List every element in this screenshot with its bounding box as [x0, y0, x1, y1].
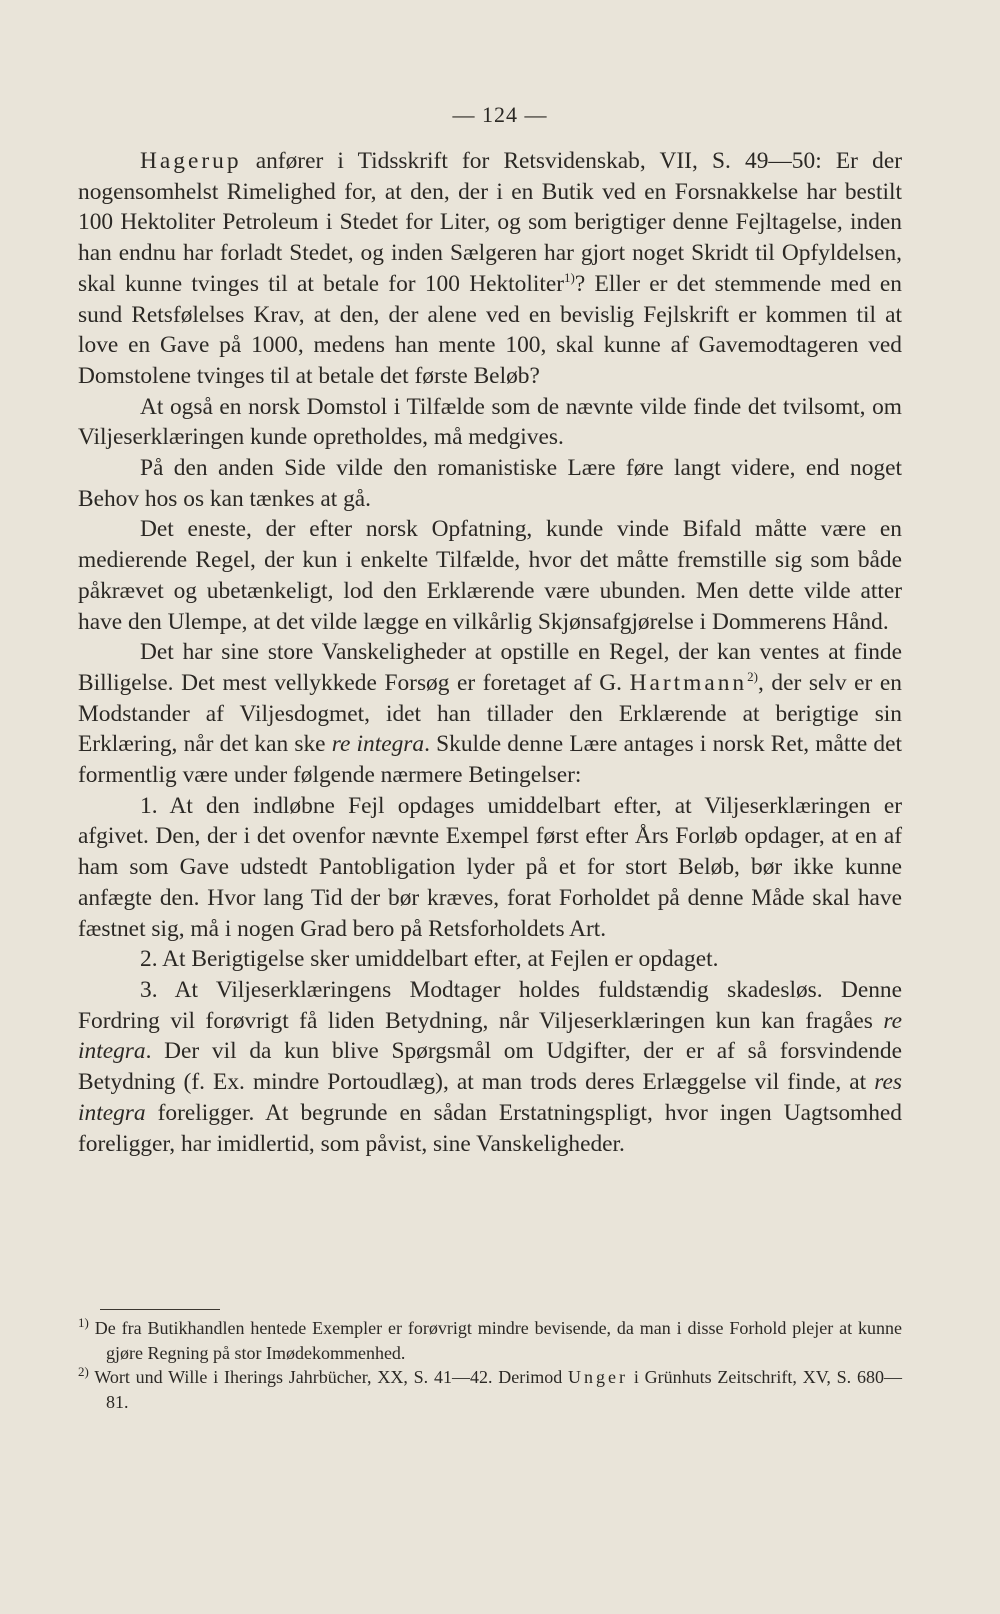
footnote-divider: [100, 1309, 220, 1310]
footnote-marker: 1): [564, 270, 575, 286]
footnote-1: [78, 1316, 902, 1365]
condition-3: [78, 975, 902, 1159]
paragraph-5: [78, 637, 902, 791]
paragraph-2: At også en norsk Domstol i Tilfælde som de nævnte vilde finde det tvilsomt, om Viljeserklæringen kunde opretholdes, må medgives.: [78, 393, 902, 451]
paragraph-4: Det eneste, der efter norsk Opfatning, kunde vinde Bifald måtte være en medierende Regel, der kun i enkelte Tilfælde, hvor det måtte fremstille sig som både påkrævet og ubetænkeligt, lod den Erklærende være ubunden. Men dette vilde atter have den Ulempe, at det vilde lægge en vilkårlig Skjønsafgjørelse i Dommerens Hånd.: [78, 516, 902, 635]
paragraph-text: 3. At Viljeserklæringens Modtager holdes fuldstændig skadesløs. Denne Fordring vil forøvrigt få liden Betydning, når Viljeserklæringen kun kan fragåes: [78, 976, 902, 1034]
paragraph-1: [78, 146, 902, 392]
paragraph-text: , der selv er en Modstander af Viljesdogmet, idet han tillader den Erklærende at berigtige sin Erklæring, når det kan ske: [78, 669, 902, 758]
footnote-2: [78, 1365, 902, 1414]
latin-term: res integra: [78, 1069, 902, 1126]
paragraph-text: ? Eller er det stemmende med en sund Retsfølelses Krav, at den, der alene ved en bevislig Fejlskrift er kommen til at love en Gave på 1000, medens han mente 100, skal kunne af Gavemodtageren ved Domstolene tvinges til at betale det første Beløb?: [78, 270, 902, 389]
paragraph-3: På den anden Side vilde den romanistiske Lære føre langt videre, end noget Behov hos os kan tænkes at gå.: [78, 455, 902, 512]
footnote-text: i Grünhuts Zeitschrift, XV, S. 680—81.: [106, 1367, 902, 1412]
author-name: Hartmann: [629, 669, 748, 696]
paragraph-text: Det har sine store Vanskeligheder at opstille en Regel, der kan ventes at finde Billigelse. Det mest vellykkede Forsøg er foretaget af G.: [78, 639, 902, 696]
footnote-marker: 2): [78, 1364, 89, 1379]
footnotes: [78, 1316, 902, 1414]
footnote-text: De fra Butikhandlen hentede Exempler er forøvrigt mindre bevisende, da man i disse Forhold plejer at kunne gjøre Regning på stor Imødekommenhed.: [94, 1318, 903, 1363]
paragraph-text: foreligger. At begrunde en sådan Erstatningspligt, hvor ingen Uagtsomhed foreligger, har imidlertid, som påvist, sine Vanskeligheder.: [78, 1099, 902, 1157]
body-text: [78, 146, 902, 1159]
latin-term: re integra: [331, 731, 425, 758]
footnote-marker: 2): [747, 669, 758, 685]
author-name: Hagerup: [140, 148, 242, 174]
page-number: — 124 —: [452, 102, 548, 127]
footnote-marker: 1): [78, 1315, 89, 1330]
condition-1: 1. At den indløbne Fejl opdages umiddelbart efter, at Viljeserklæringen er afgivet. Den, der i det ovenfor nævnte Exempel først efter Års Forløb opdager, at en af ham som Gave udstedt Pantobligation lyder på et for stort Beløb, bør ikke kunne anfægte den. Hvor lang Tid der bør kræves, forat Forholdet på denne Måde skal have fæstnet sig, må i nogen Grad bero på Retsforholdets Art.: [78, 792, 902, 942]
latin-term: re integra: [78, 1007, 902, 1065]
condition-2: 2. At Berigtigelse sker umiddelbart efter, at Fejlen er opdaget.: [140, 946, 719, 973]
footnote-text: Wort und Wille i Iherings Jahrbücher, XX, S. 41—42. Derimod: [94, 1367, 569, 1387]
author-name: Unger: [568, 1367, 629, 1387]
paragraph-text: . Skulde denne Lære antages i norsk Ret, måtte det formentlig være under følgende nærmere Betingelser:: [78, 731, 902, 789]
paragraph-text: . Der vil da kun blive Spørgsmål om Udgifter, der er af så forsvindende Betydning (f. Ex. mindre Portoudlæg), at man trods deres Erlæggelse vil finde, at: [78, 1038, 902, 1096]
paragraph-text: anfører i Tidsskrift for Retsvidenskab, VII, S. 49—50: Er der nogensomhelst Rimelighed for, at den, der i en Butik ved en Forsnakkelse har bestilt 100 Hektoliter Petroleum i Stedet for Liter, og som berigtiger denne Fejltagelse, inden han endnu har forladt Stedet, og inden Sælgeren har gjort noget Skridt til Opfyldelsen, skal kunne tvinges til at betale for 100 Hektoliter: [78, 148, 902, 297]
